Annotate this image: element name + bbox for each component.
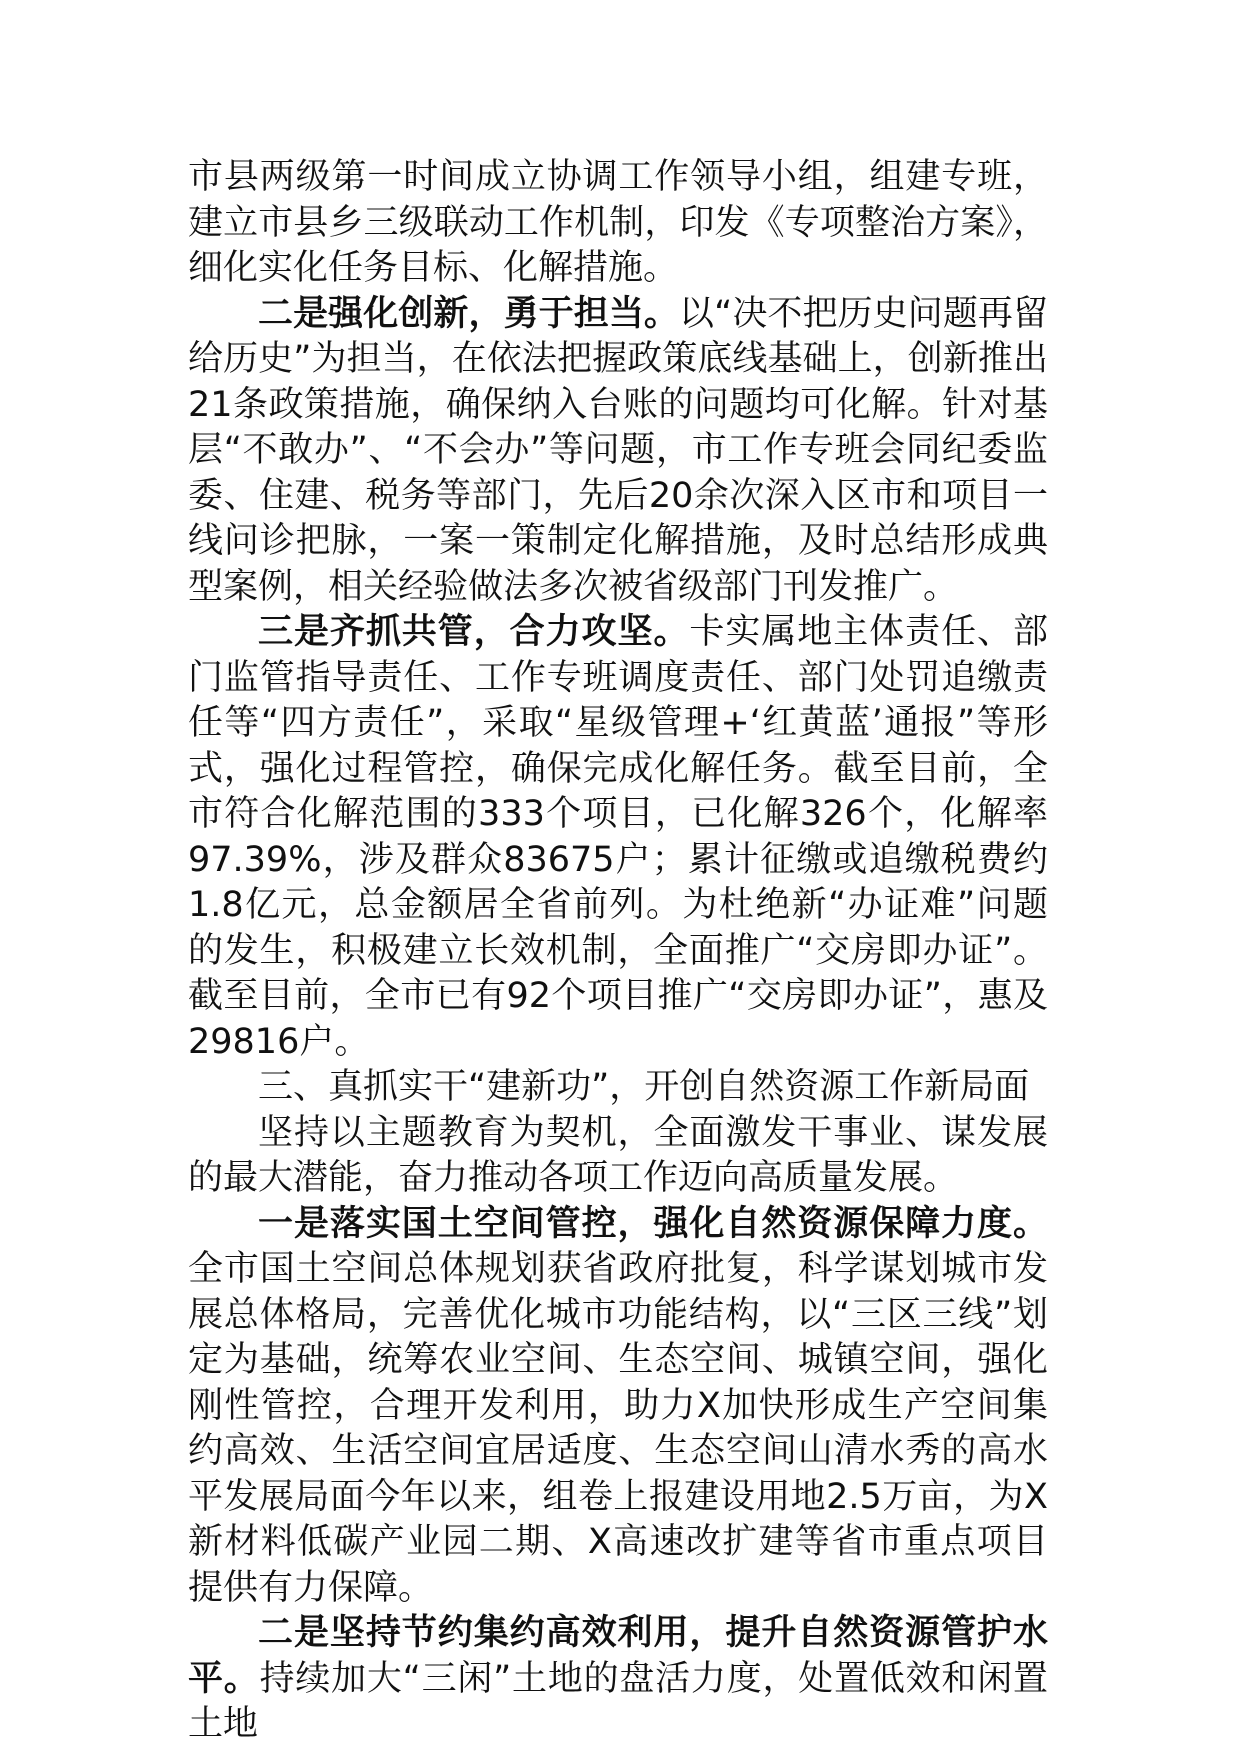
- paragraph-7-text: 持续加大“三闲”土地的盘活力度，处置低效和闲置土地: [188, 1658, 1048, 1744]
- section-heading-text: 三、真抓实干“建新功”，开创自然资源工作新局面: [258, 1067, 1030, 1107]
- paragraph-7: [188, 1611, 1048, 1748]
- paragraph-1-text: 市县两级第一时间成立协调工作领导小组，组建专班，建立市县乡三级联动工作机制，印发《专项整治方案》，细化实化任务目标、化解措施。: [188, 157, 1048, 288]
- paragraph-5: [188, 1111, 1048, 1202]
- paragraph-5-text: 坚持以主题教育为契机，全面激发干事业、谋发展的最大潜能，奋力推动各项工作迈向高质量发展。: [188, 1112, 1048, 1198]
- paragraph-3-heading: 三是齐抓共管，合力攻坚。: [258, 612, 690, 652]
- paragraph-3-text: 卡实属地主体责任、部门监管指导责任、工作专班调度责任、部门处罚追缴责任等“四方责任”，采取“星级管理+‘红黄蓝’通报”等形式，强化过程管控，确保完成化解任务。截至目前，全市符合化解范围的333个项目，已化解326个，化解率97.39%，涉及群众83675户；累计征缴或追缴税费约1.8亿元，总金额居全省前列。为杜绝新“办证难”问题的发生，积极建立长效机制，全面推广“交房即办证”。截至目前，全市已有92个项目推广“交房即办证”，惠及29816户。: [188, 612, 1048, 1062]
- paragraph-6-heading: 一是落实国土空间管控，强化自然资源保障力度。: [258, 1203, 1048, 1244]
- paragraph-7-heading: 二是坚持节约集约高效利用，提升自然资源管护水平。: [188, 1613, 1048, 1699]
- paragraph-3: [188, 610, 1048, 1065]
- document-page: [188, 155, 1048, 1748]
- paragraph-2-heading: 二是强化创新，勇于担当。: [258, 293, 680, 334]
- section-heading: [188, 1065, 1048, 1111]
- paragraph-2-text: 以“决不把历史问题再留给历史”为担当，在依法把握政策底线基础上，创新推出21条政策措施，确保纳入台账的问题均可化解。针对基层“不敢办”、“不会办”等问题，市工作专班会同纪委监委、住建、税务等部门，先后20余次深入区市和项目一线问诊把脉，一案一策制定化解措施，及时总结形成典型案例，相关经验做法多次被省级部门刊发推广。: [188, 293, 1048, 607]
- paragraph-6: [188, 1202, 1048, 1612]
- paragraph-6-text: 全市国土空间总体规划获省政府批复，科学谋划城市发展总体格局，完善优化城市功能结构，以“三区三线”划定为基础，统筹农业空间、生态空间、城镇空间，强化刚性管控，合理开发利用，助力X加快形成生产空间集约高效、生活空间宜居适度、生态空间山清水秀的高水平发展局面今年以来，组卷上报建设用地2.5万亩，为X新材料低碳产业园二期、X高速改扩建等省市重点项目提供有力保障。: [188, 1249, 1048, 1608]
- paragraph-2: [188, 292, 1048, 611]
- paragraph-1: [188, 155, 1048, 292]
